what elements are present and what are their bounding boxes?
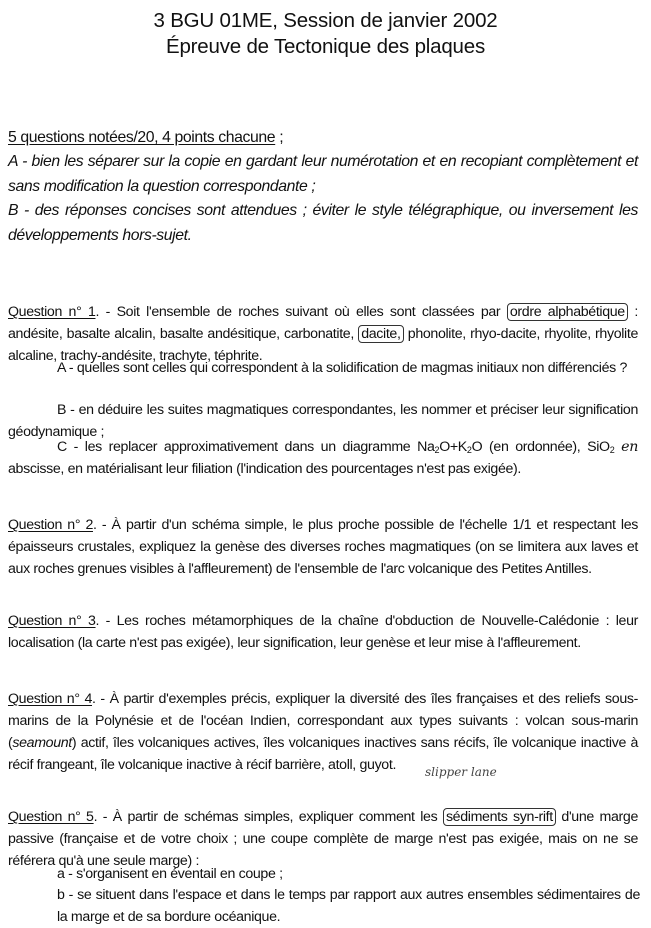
question-4-label: Question n° 4 xyxy=(8,691,93,707)
boxed-annotation: sédiments syn-rift xyxy=(443,808,556,826)
boxed-annotation: dacite, xyxy=(358,325,403,343)
question-1-c: C - les replacer approximativement dans un diagramme $Na_2O+K_2O$ (en ordonnée), SiO$_2$ en abscisse, en matérialisant leur filiation (l'indication des pourcentages n'est pas exigée). xyxy=(8,439,638,477)
question-3: Question n° 3. - Les roches métamorphiques de la chaîne d'obduction de Nouvelle-Calédonie : leur localisation (la carte n'est pas exigée), leur signification, leur genèse et leur mise à l'affleurement. xyxy=(8,613,638,651)
question-1-intro: Question n° 1. - Soit l'ensemble de roches suivant où elles sont classées par ordre alphabétique : andésite, basalte alcalin, basalte andésitique, carbonatite, dacite, phonolite, rhyo-dacite, rhyolite, rhyolite alcaline, trachy-andésite, trachyte, téphrite. xyxy=(8,304,638,364)
handwritten-note: en xyxy=(621,439,638,455)
question-1-a: A - quelles sont celles qui correspondent à la solidification de magmas initiaux non différenciés ? xyxy=(57,360,627,376)
instructions-heading: 5 questions notées/20, 4 points chacune ; xyxy=(8,129,284,146)
question-5-a: a - s'organisent en éventail en coupe ; xyxy=(57,866,283,882)
question-2-label: Question n° 2 xyxy=(8,517,93,533)
question-3-label: Question n° 3 xyxy=(8,613,96,629)
question-5: Question n° 5. - À partir de schémas simples, expliquer comment les sédiments syn-rift d'une marge passive (française et de votre choix ; une coupe complète de marge n'est pas exigée, mais on ne se référera qu'à une seule marge) : xyxy=(8,809,638,869)
instruction-a: A - bien les séparer sur la copie en gardant leur numérotation et en recopiant complètement et sans modification la question correspondante ; xyxy=(8,153,638,195)
question-5-label: Question n° 5 xyxy=(8,809,94,825)
question-1-b: B - en déduire les suites magmatiques correspondantes, les nommer et préciser leur signification géodynamique ; xyxy=(8,402,638,440)
boxed-annotation: ordre alphabétique xyxy=(507,303,628,321)
exam-title: 3 BGU 01ME, Session de janvier 2002 xyxy=(153,9,498,32)
instruction-b: B - des réponses concises sont attendues ; éviter le style télégraphique, ou inversement les développements hors-sujet. xyxy=(8,202,638,244)
instructions-heading-text: 5 questions notées/20, 4 points chacune xyxy=(8,129,276,146)
handwritten-note: slipper lane xyxy=(425,765,497,779)
question-2: Question n° 2. - À partir d'un schéma simple, le plus proche possible de l'échelle 1/1 et respectant les épaisseurs crustales, expliquez la genèse des diverses roches magmatiques (on se limitera aux laves et aux roches grenues visibles à l'affleurement) de l'ensemble de l'arc volcanique des Petites Antilles. xyxy=(8,517,638,577)
question-1-label: Question n° 1 xyxy=(8,304,96,320)
question-5-b: b - se situent dans l'espace et dans le temps par rapport aux autres ensembles sédimentaires de la marge et de sa bordure océanique. xyxy=(57,887,640,925)
exam-subtitle: Épreuve de Tectonique des plaques xyxy=(166,35,485,58)
question-4: Question n° 4. - À partir d'exemples précis, expliquer la diversité des îles françaises et des reliefs sous-marins de la Polynésie et de l'océan Indien, correspondant aux types suivants : volcan sous-marin (seamount) actif, îles volcaniques actives, îles volcaniques inactives sans récifs, île volcanique inactive à récif frangeant, île volcanique inactive à récif barrière, atoll, guyot. xyxy=(8,691,638,773)
